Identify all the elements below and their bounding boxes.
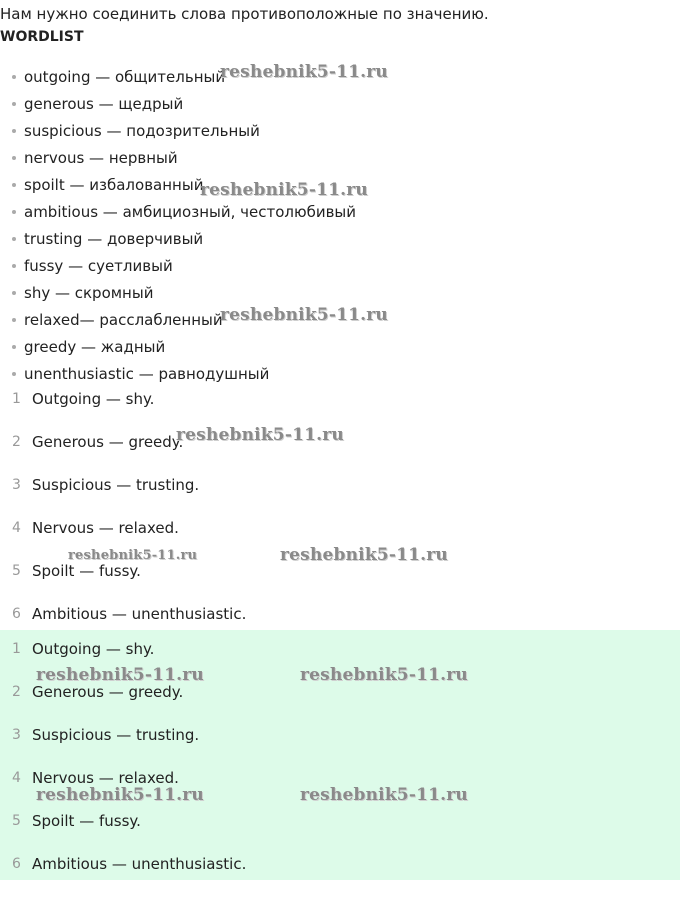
pair-number: 4 (12, 770, 21, 786)
wordlist (12, 63, 356, 387)
watermark: reshebnik5-11.ru (300, 785, 468, 805)
pair-item (0, 810, 680, 853)
pair-number: 5 (12, 563, 21, 579)
pair-item (0, 724, 680, 767)
pair-text: Outgoing — shy. (32, 390, 155, 408)
pair-number: 4 (12, 520, 21, 536)
list-item (12, 144, 356, 171)
pair-text: Suspicious — trusting. (32, 726, 200, 744)
bullet-icon (12, 372, 16, 376)
pair-number: 2 (12, 434, 21, 450)
list-item-text: greedy — жадный (24, 337, 166, 356)
list-item-text: outgoing — общительный (24, 67, 226, 86)
watermark: reshebnik5-11.ru (300, 665, 468, 685)
pair-number: 2 (12, 684, 21, 700)
wordlist-heading: WORDLIST (0, 29, 84, 45)
bullet-icon (12, 291, 16, 295)
list-item-text: ambitious — амбициозный, честолюбивый (24, 202, 357, 221)
bullet-icon (12, 264, 16, 268)
watermark: reshebnik5-11.ru (176, 425, 344, 445)
pair-text: Nervous — relaxed. (32, 519, 179, 537)
watermark: reshebnik5-11.ru (68, 548, 198, 563)
list-item-text: spoilt — избалованный (24, 175, 204, 194)
pair-text: Spoilt — fussy. (32, 812, 141, 830)
pair-text: Generous — greedy. (32, 683, 184, 701)
list-item-text: suspicious — подозрительный (24, 121, 260, 140)
bullet-icon (12, 210, 16, 214)
pair-text: Suspicious — trusting. (32, 476, 200, 494)
list-item-text: fussy — суетливый (24, 256, 173, 275)
watermark: reshebnik5-11.ru (36, 785, 204, 805)
list-item-text: unenthusiastic — равнодушный (24, 364, 270, 383)
watermark: reshebnik5-11.ru (36, 665, 204, 685)
pair-text: Ambitious — unenthusiastic. (32, 855, 247, 873)
pair-number: 6 (12, 856, 21, 872)
bullet-icon (12, 345, 16, 349)
pair-number: 1 (12, 641, 21, 657)
intro-text: Нам нужно соединить слова противоположные по значению. (0, 5, 489, 23)
pair-item (0, 474, 680, 517)
list-item (12, 225, 356, 252)
pair-item (0, 681, 680, 724)
bullet-icon (12, 75, 16, 79)
list-item-text: generous — щедрый (24, 94, 184, 113)
list-item (12, 333, 356, 360)
watermark: reshebnik5-11.ru (220, 305, 388, 325)
list-item (12, 198, 356, 225)
pair-number: 3 (12, 477, 21, 493)
list-item (12, 252, 356, 279)
pair-text: Ambitious — unenthusiastic. (32, 605, 247, 623)
pair-number: 3 (12, 727, 21, 743)
pair-number: 5 (12, 813, 21, 829)
bullet-icon (12, 183, 16, 187)
list-item-text: shy — скромный (24, 283, 154, 302)
list-item (12, 279, 356, 306)
watermark: reshebnik5-11.ru (280, 545, 448, 565)
bullet-icon (12, 156, 16, 160)
watermark: reshebnik5-11.ru (220, 62, 388, 82)
pair-text: Spoilt — fussy. (32, 562, 141, 580)
list-item (12, 90, 356, 117)
bullet-icon (12, 129, 16, 133)
bullet-icon (12, 237, 16, 241)
watermark: reshebnik5-11.ru (200, 180, 368, 200)
list-item-text: nervous — нервный (24, 148, 178, 167)
pair-number: 6 (12, 606, 21, 622)
list-item (12, 117, 356, 144)
list-item-text: trusting — доверчивый (24, 229, 204, 248)
bullet-icon (12, 102, 16, 106)
pair-item (0, 853, 680, 896)
pair-text: Nervous — relaxed. (32, 769, 179, 787)
pair-text: Outgoing — shy. (32, 640, 155, 658)
pair-item (0, 560, 680, 603)
pair-text: Generous — greedy. (32, 433, 184, 451)
pair-number: 1 (12, 391, 21, 407)
list-item (12, 360, 356, 387)
list-item-text: relaxed— расслабленный (24, 310, 223, 329)
bullet-icon (12, 318, 16, 322)
